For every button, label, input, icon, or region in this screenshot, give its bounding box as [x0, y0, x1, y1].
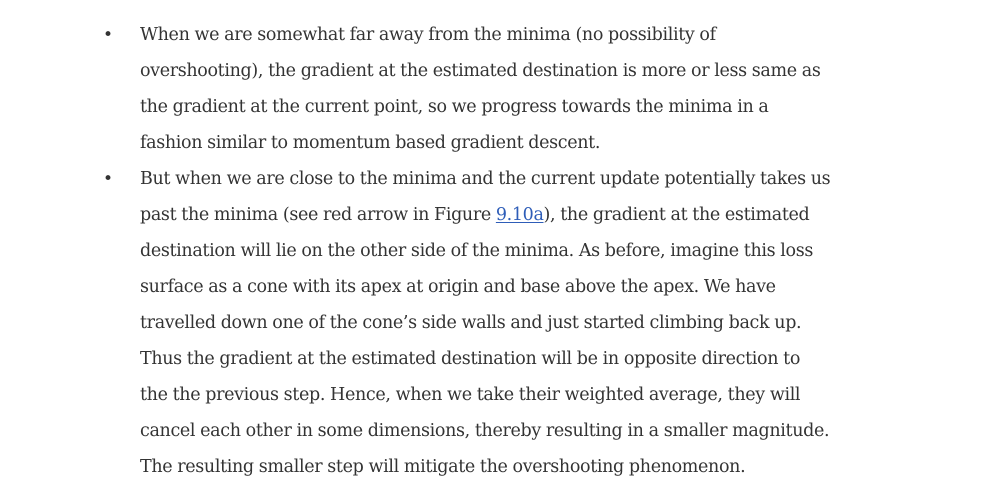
text-line: fashion similar to momentum based gradient descent. [140, 133, 601, 153]
text-line: overshooting), the gradient at the estimated destination is more or less same as [140, 61, 821, 81]
text-segment: past the minima (see red arrow in Figure [140, 205, 496, 225]
text-line: surface as a cone with its apex at origin and base above the apex. We have [140, 277, 776, 297]
document-body [0, 17, 989, 485]
bullet-list [0, 17, 989, 485]
bullet-marker: • [102, 169, 114, 189]
text-line: But when we are close to the minima and the current update potentially takes us [140, 169, 831, 189]
text-line: destination will lie on the other side of the minima. As before, imagine this loss [140, 241, 813, 261]
figure-reference-link[interactable]: 9.10a [495, 205, 544, 225]
text-line-with-link [140, 197, 904, 233]
bullet-paragraph [140, 161, 904, 485]
text-line: travelled down one of the cone’s side walls and just started climbing back up. [140, 313, 802, 333]
text-line: Thus the gradient at the estimated destination will be in opposite direction to [140, 349, 801, 369]
bullet-item-close-to-minima [0, 161, 989, 485]
text-line: the gradient at the current point, so we progress towards the minima in a [140, 97, 769, 117]
text-line: When we are somewhat far away from the minima (no possibility of [140, 25, 716, 45]
text-line: The resulting smaller step will mitigate the overshooting phenomenon. [140, 457, 746, 477]
bullet-paragraph [140, 17, 904, 161]
bullet-marker: • [102, 25, 114, 45]
bullet-item-far-from-minima [0, 17, 989, 161]
text-line: cancel each other in some dimensions, thereby resulting in a smaller magnitude. [140, 421, 830, 441]
text-segment: ), the gradient at the estimated [543, 205, 810, 225]
text-line: the the previous step. Hence, when we take their weighted average, they will [140, 385, 801, 405]
